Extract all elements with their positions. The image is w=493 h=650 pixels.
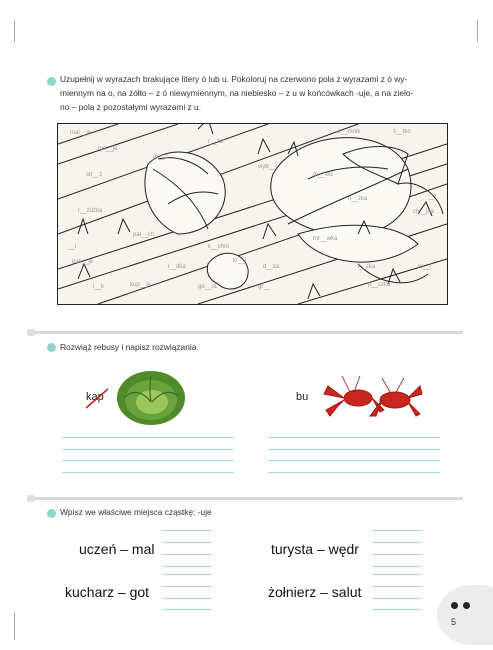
answer-line[interactable] <box>162 609 212 610</box>
answer-line[interactable] <box>162 554 212 555</box>
answer-line[interactable] <box>162 542 212 543</box>
coloring-puzzle[interactable] <box>57 123 448 305</box>
crop-mark <box>14 612 15 640</box>
answer-line[interactable] <box>372 542 422 543</box>
puzzle-word: r__żdżka <box>78 208 103 214</box>
eye-icon <box>451 602 458 609</box>
rebus1-text: kap <box>86 391 104 403</box>
answer-line[interactable] <box>162 586 212 587</box>
answer-line[interactable] <box>62 472 234 473</box>
answer-line[interactable] <box>372 598 422 599</box>
answer-line[interactable] <box>268 437 440 438</box>
puzzle-word: m__wić <box>313 172 334 178</box>
answer-line[interactable] <box>162 530 212 531</box>
answer-line[interactable] <box>162 574 212 575</box>
bullet-icon <box>47 509 56 518</box>
puzzle-word: z__mnik <box>338 129 361 135</box>
puzzle-word: ł__zka <box>358 264 376 270</box>
puzzle-word: n__żka <box>348 196 368 202</box>
answer-line[interactable] <box>162 598 212 599</box>
puzzle-word: l__k <box>93 284 105 290</box>
puzzle-word: gó__ra <box>198 284 217 290</box>
puzzle-word: pal__ch <box>133 232 155 238</box>
cabbage-image <box>114 368 189 428</box>
crayfish-image <box>320 372 425 422</box>
instruction-line: no – pola z pozostałymi wyrazami z u. <box>60 102 202 112</box>
exercise3-word: turysta – wędr <box>271 541 359 557</box>
puzzle-word: r__ża <box>208 139 224 145</box>
puzzle-word: str__ż <box>86 172 103 178</box>
puzzle-word: ś__tko <box>393 129 411 135</box>
page-number: 5 <box>450 617 456 627</box>
answer-line[interactable] <box>62 437 234 438</box>
answer-line[interactable] <box>372 530 422 531</box>
puzzle-word: __l <box>428 194 437 200</box>
puzzle-word: d__ża <box>263 264 280 270</box>
puzzle-word: mr__wka <box>313 236 338 242</box>
puzzle-word: wyb__r <box>258 164 278 170</box>
answer-line[interactable] <box>268 472 440 473</box>
puzzle-word: kup__je <box>130 282 152 288</box>
bullet-icon <box>47 343 56 352</box>
answer-line[interactable] <box>62 449 234 450</box>
answer-line[interactable] <box>372 574 422 575</box>
strike-mark <box>82 386 112 412</box>
exercise2-instruction: Rozwiąż rebusy i napisz rozwiązania. <box>60 342 199 352</box>
puzzle-word: k__chni <box>208 244 229 250</box>
answer-line[interactable] <box>372 554 422 555</box>
exercise3-word: kucharz – got <box>65 584 150 600</box>
exercise1-instruction <box>60 72 413 114</box>
puzzle-word: pak__je <box>72 259 94 265</box>
eye-icon <box>463 602 470 609</box>
exercise3-word: żołnierz – salut <box>268 584 362 600</box>
answer-line[interactable] <box>268 460 440 461</box>
instruction-line: miennym na o, na żółto – z ó niewymiennym, na niebiesko – z u w końcówkach -uje, a na zielo- <box>60 88 414 98</box>
puzzle-word: __l <box>68 244 77 250</box>
answer-line[interactable] <box>62 460 234 461</box>
instruction-line: Uzupełnij w wyrazach brakujące litery ó lub u. Pokoloruj na czerwono pola z wyrazami z ó wy- <box>60 74 408 84</box>
section-divider <box>33 331 463 334</box>
puzzle-word: kr__l <box>233 258 247 264</box>
puzzle-word: p__szka <box>368 282 391 288</box>
puzzle-word: gr__ <box>258 284 271 290</box>
puzzle-word: kr__l <box>418 264 432 270</box>
crop-mark <box>14 20 15 42</box>
puzzle-word: ł__dka <box>168 264 186 270</box>
crop-mark <box>477 20 478 42</box>
section-divider <box>33 497 463 500</box>
answer-line[interactable] <box>268 449 440 450</box>
answer-line[interactable] <box>372 586 422 587</box>
exercise3-instruction: Wpisz we właściwe miejsca cząstkę: -uje <box>60 507 212 517</box>
answer-line[interactable] <box>162 566 212 567</box>
bullet-icon <box>47 77 56 86</box>
puzzle-word: mal__je <box>70 130 92 136</box>
puzzle-word: ch__jna <box>413 209 435 215</box>
puzzle-word: rys__je <box>98 146 118 152</box>
answer-line[interactable] <box>372 609 422 610</box>
rebus2-word: bu <box>296 391 309 403</box>
answer-line[interactable] <box>372 566 422 567</box>
page-corner-decoration <box>437 585 493 645</box>
puzzle-word: gr__z <box>153 154 169 160</box>
exercise3-word: uczeń – mal <box>79 541 155 557</box>
